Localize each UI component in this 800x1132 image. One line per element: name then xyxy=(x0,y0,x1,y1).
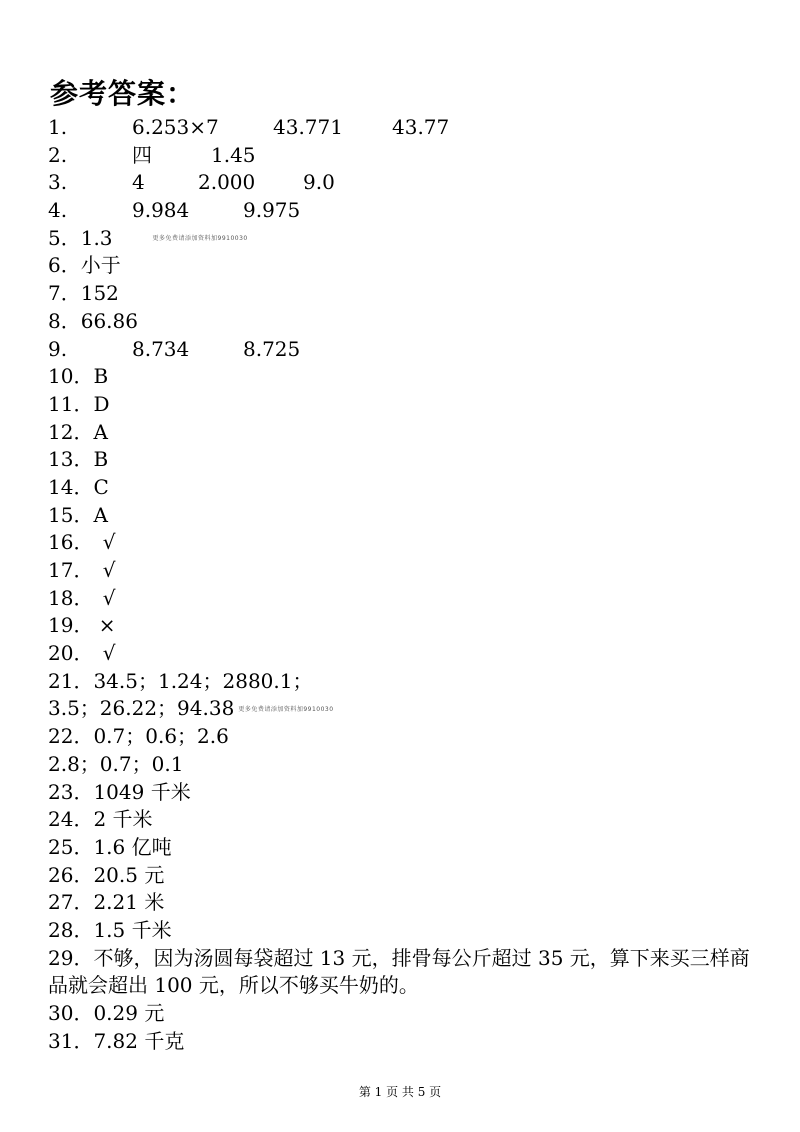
answer-text: 7．152 xyxy=(48,281,119,306)
answer-text: 10．B xyxy=(48,364,109,389)
answer-value: 8.734 xyxy=(132,336,190,361)
answer-row-1 xyxy=(48,114,768,142)
answer-row-15 xyxy=(48,502,768,530)
answer-value: 4 xyxy=(132,170,145,195)
answer-row-24 xyxy=(48,806,768,834)
answer-row-12 xyxy=(48,419,768,447)
cross-mark: × xyxy=(98,613,116,638)
answer-text: 27．2.21 米 xyxy=(48,890,165,915)
page-title: 参考答案： xyxy=(50,77,196,110)
answer-row-28 xyxy=(48,917,768,945)
answer-row-25 xyxy=(48,834,768,862)
answer-value: 9.984 xyxy=(132,198,190,223)
check-mark: √ xyxy=(102,558,116,582)
answer-row-27 xyxy=(48,889,768,917)
answer-value: 9.0 xyxy=(303,170,335,195)
answer-value: 8.725 xyxy=(243,336,301,361)
answer-value: 1.45 xyxy=(211,142,256,167)
answer-text: 30．0.29 元 xyxy=(48,1001,165,1026)
answer-number: 19． xyxy=(48,613,94,638)
answer-value: 9.975 xyxy=(243,198,301,223)
answer-number: 16． xyxy=(48,530,94,555)
answer-text: 6．小于 xyxy=(48,253,121,278)
answer-text: 5．1.3 xyxy=(48,225,113,250)
answer-text: 8．66.86 xyxy=(48,308,138,333)
answer-row-9 xyxy=(48,336,768,364)
answer-row-29 xyxy=(48,945,768,1000)
answer-number: 4. xyxy=(48,198,68,223)
answer-text: 11．D xyxy=(48,391,110,416)
answer-row-21b xyxy=(48,695,768,723)
answer-row-7 xyxy=(48,280,768,308)
watermark-text: 更多免费请添加资料加9910030 xyxy=(238,706,334,714)
answer-text: 14．C xyxy=(48,474,109,499)
answer-value: 四 xyxy=(132,142,152,167)
answer-row-19 xyxy=(48,612,768,640)
answer-text: 31．7.82 千克 xyxy=(48,1028,185,1053)
check-mark: √ xyxy=(102,641,116,666)
answer-row-13 xyxy=(48,446,768,474)
answer-number: 9. xyxy=(48,336,68,361)
answer-row-22a xyxy=(48,723,768,751)
answer-row-21a xyxy=(48,668,768,696)
answer-number: 17． xyxy=(48,558,94,582)
answer-row-26 xyxy=(48,862,768,890)
answer-row-5 xyxy=(48,225,768,253)
check-mark: √ xyxy=(102,530,116,555)
answer-row-20 xyxy=(48,640,768,668)
answer-text: 29．不够，因为汤圆每袋超过 13 元，排骨每公斤超过 35 元，算下来买三样商品就会超出 100 元，所以不够买牛奶的。 xyxy=(48,945,750,998)
answer-list xyxy=(48,114,768,1055)
answer-row-11 xyxy=(48,391,768,419)
answer-row-6 xyxy=(48,252,768,280)
answer-text: 28．1.5 千米 xyxy=(48,917,172,942)
answer-value: 43.771 xyxy=(273,115,343,139)
answer-row-3 xyxy=(48,169,768,197)
answer-text: 22．0.7；0.6；2.6 xyxy=(48,724,229,749)
answer-row-16 xyxy=(48,529,768,557)
answer-row-4 xyxy=(48,197,768,225)
answer-text: 13．B xyxy=(48,447,109,472)
answer-row-30 xyxy=(48,1000,768,1028)
answer-text: 12．A xyxy=(48,419,108,444)
check-mark: √ xyxy=(102,585,116,610)
answer-text: 25．1.6 亿吨 xyxy=(48,834,172,859)
answer-number: 3. xyxy=(48,170,68,195)
answer-row-8 xyxy=(48,308,768,336)
answer-text: 24．2 千米 xyxy=(48,807,153,832)
answer-value: 2.000 xyxy=(198,170,256,195)
answer-number: 18． xyxy=(48,585,94,610)
answer-row-17 xyxy=(48,557,768,585)
answer-row-14 xyxy=(48,474,768,502)
answer-text: 23．1049 千米 xyxy=(48,779,191,804)
answer-text: 2.8；0.7；0.1 xyxy=(48,751,184,776)
answer-text: 15．A xyxy=(48,502,108,527)
answer-number: 2. xyxy=(48,142,68,167)
answer-row-31 xyxy=(48,1028,768,1056)
answer-row-18 xyxy=(48,585,768,613)
answer-row-10 xyxy=(48,363,768,391)
watermark-text: 更多免费请添加资料加9910030 xyxy=(152,235,248,243)
answer-value: 6.253×7 xyxy=(132,115,219,139)
answer-text: 26．20.5 元 xyxy=(48,862,165,887)
answer-text: 3.5；26.22；94.38 xyxy=(48,696,235,721)
answer-text: 21．34.5；1.24；2880.1； xyxy=(48,668,313,693)
answer-value: 43.77 xyxy=(392,115,450,139)
answer-row-22b xyxy=(48,751,768,779)
answer-row-23 xyxy=(48,779,768,807)
answer-number: 1. xyxy=(48,115,68,139)
page-footer: 第 1 页 共 5 页 xyxy=(358,1085,442,1099)
answer-row-2 xyxy=(48,142,768,170)
answer-number: 20． xyxy=(48,641,94,666)
